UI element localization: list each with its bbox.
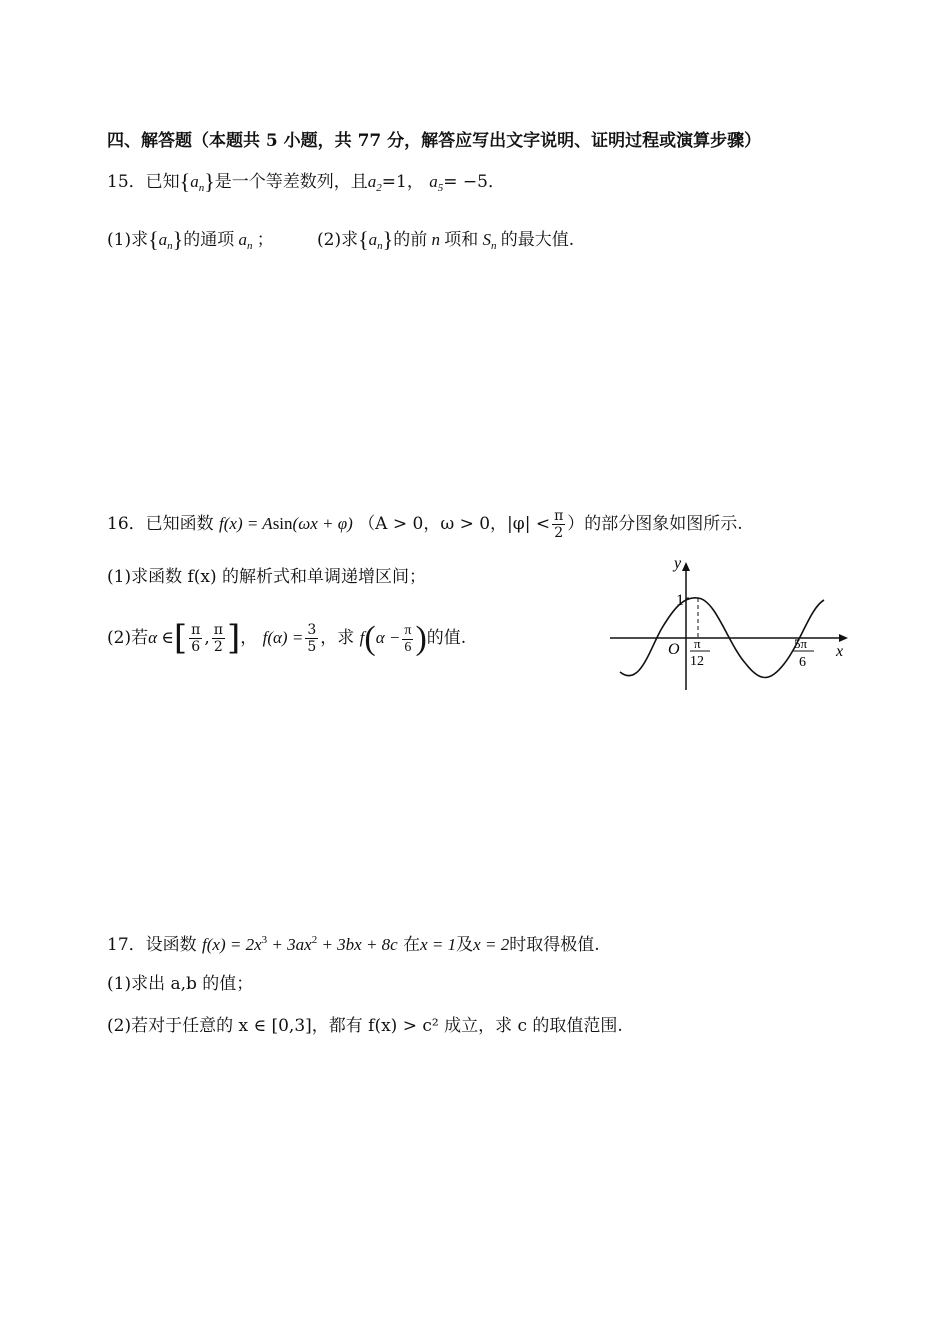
q16-number: 16． [107,514,146,534]
x-axis-label: x [836,643,844,660]
origin-label: O [668,641,680,658]
q15-number: 15． [107,172,146,192]
tick-pi-12-den: 12 [690,654,704,669]
peak-value-label: 1 [676,592,684,609]
q16-part2: (2)若α ∈[ $\frac{\pi}{6}$ , $\frac{\pi}{2}$ ]， f(α) = $\frac{3}{5}$ ，求 f(α − $\frac{\pi}{6}$ )的值. [107,618,467,658]
tick-5pi-6-den: 6 [799,655,806,670]
q16-part1: (1)求函数 f(x) 的解析式和单调递增区间； [107,567,427,587]
sine-graph [600,548,860,698]
q15-stem: 15．已知$\{a_n\}$是一个等差数列，且$a_2=1$， $a_5= -5$． [107,169,505,194]
q16-function: f(x) = Asin(ωx + φ) [219,514,353,533]
q17-part1: (1)求出 a,b 的值； [107,974,254,994]
tick-5pi-6-num: 5π [794,636,808,651]
tick-pi-12-num: π [694,636,701,651]
q17-number: 17． [107,935,146,955]
q17-function: $f(x) = 2x^3 + 3ax^2 + 3bx + 8c$ [202,934,398,954]
x-axis-arrow [839,634,848,642]
q17-part2: (2)若对于任意的 x ∈ [0,3]，都有 f(x) > c² 成立，求 c 的取值范围. [107,1016,623,1036]
y-axis-arrow [682,562,690,571]
sequence-an: $\{a_n\}$ [179,169,215,194]
q15-part2: (2)求$\{a_n\}$的前 n 项和 $S_n$ 的最大值. [317,227,575,252]
q15-part1: (1)求$\{a_n\}$的通项 $a_n$ ； [107,227,274,252]
q16-stem: 16．已知函数 f(x) = Asin(ωx + φ) （A > 0，ω > 0，|φ| < $\frac{\pi}{2}$ ）的部分图象如图所示. [107,508,743,541]
section-heading: 四、解答题（本题共 5 小题，共 77 分，解答应写出文字说明、证明过程或演算步骤） [107,131,762,151]
y-axis-label: y [674,555,682,572]
q17-stem: 17．设函数 $f(x) = 2x^3 + 3ax^2 + 3bx + 8c$ 在x = 1及x = 2时取得极值. [107,934,600,955]
